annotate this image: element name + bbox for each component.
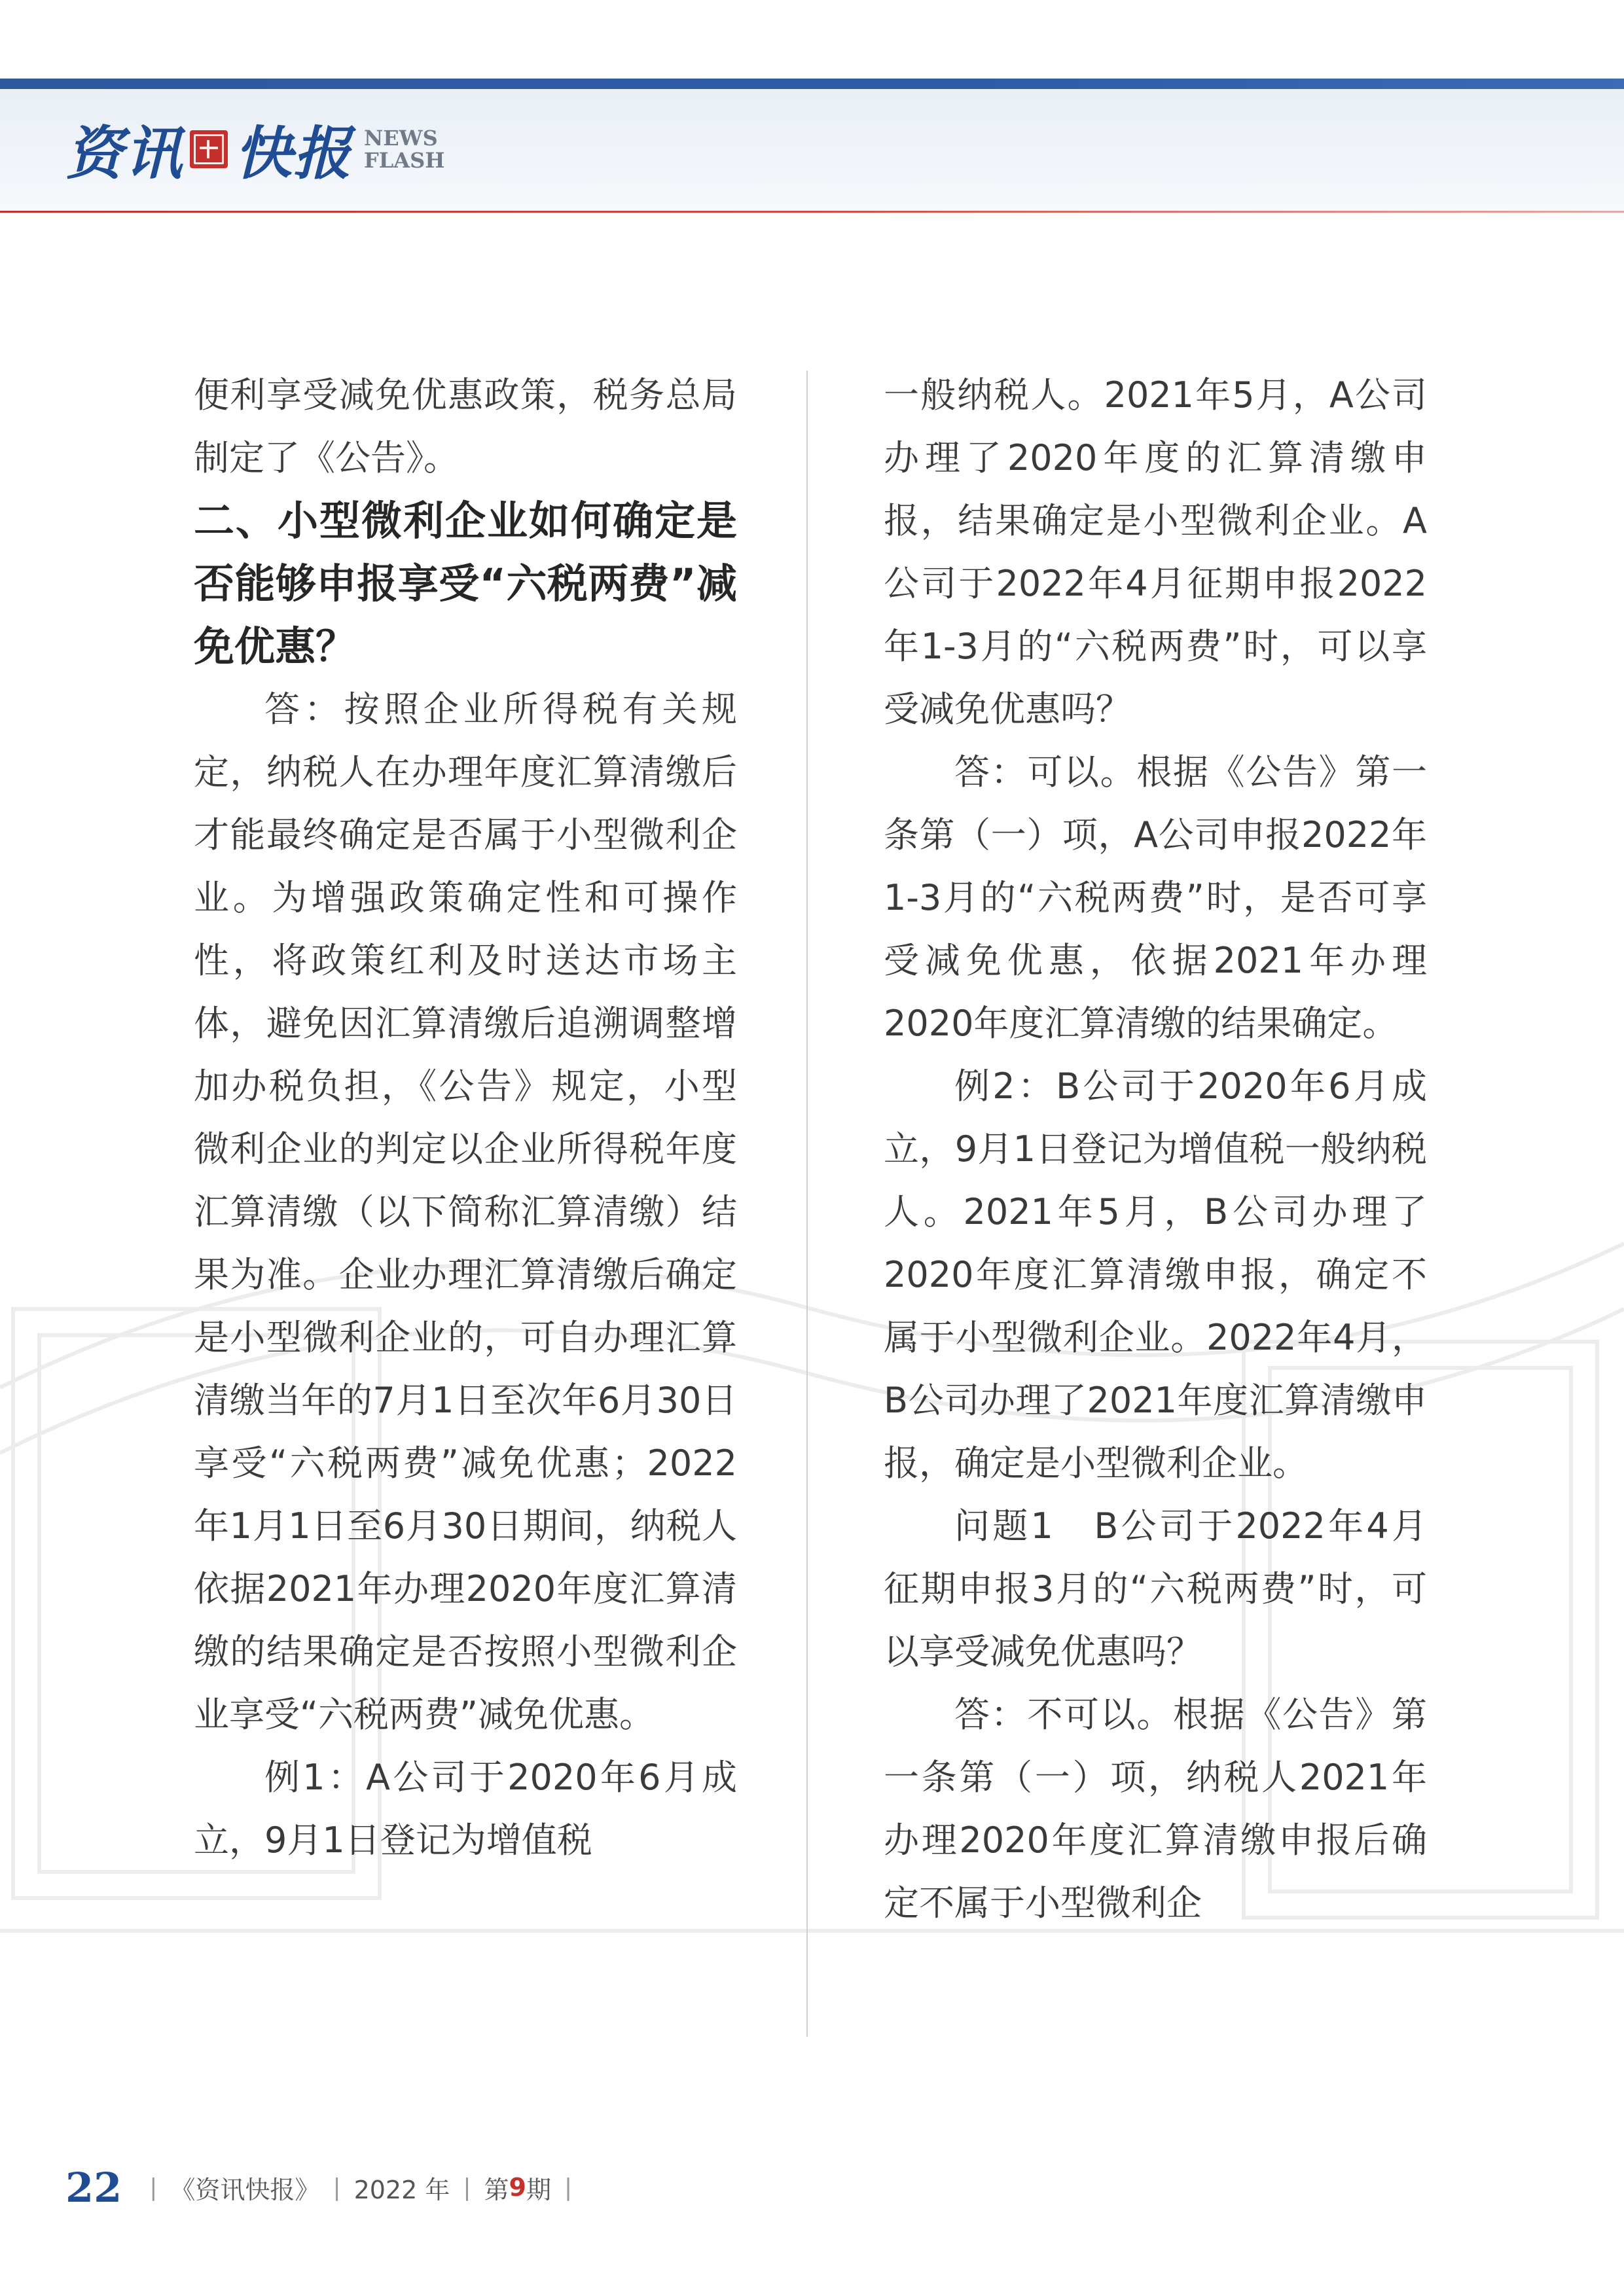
paragraph-answer-1: 答：可以。根据《公告》第一条第（一）项，A公司申报2022年1-3月的“六税两费”时，是否可享受减免优惠，依据2021年办理2020年度汇算清缴的结果确定。 (884, 751, 1427, 1044)
masthead-english-line1: NEWS (364, 126, 438, 151)
footer-separator: | (564, 2174, 573, 2201)
seal-stamp-icon (190, 130, 228, 168)
paragraph-continuation-right: 一般纳税人。2021年5月，A公司办理了2020年度的汇算清缴申报，结果确定是小型微利企业。A公司于2022年4月征期申报2022年1-3月的“六税两费”时，可以享受减免优惠吗？ (884, 374, 1427, 730)
footer-issue-suffix: 期 (526, 2175, 551, 2204)
paragraph-example-2: 例2：B公司于2020年6月成立，9月1日登记为增值税一般纳税人。2021年5月，B公司办理了2020年度汇算清缴申报，确定不属于小型微利企业。2022年4月，B公司办理了2021年度汇算清缴申报，确定是小型微利企业。 (884, 1066, 1427, 1484)
footer-publication: 《资讯快报》 (170, 2175, 320, 2204)
footer-separator: | (463, 2174, 471, 2201)
paragraph-continuation: 便利享受减免优惠政策，税务总局制定了《公告》。 (194, 374, 737, 478)
header-red-rule (0, 211, 1624, 213)
page-number: 22 (65, 2163, 122, 2212)
footer-year: 2022 年 (353, 2175, 450, 2204)
masthead-english (364, 127, 444, 171)
paragraph-question-1: 问题1 B公司于2022年4月征期申报3月的“六税两费”时，可以享受减免优惠吗？ (884, 1505, 1427, 1672)
masthead-title-part2: 快报 (234, 119, 353, 187)
footer-issue-number: 9 (509, 2173, 526, 2202)
paragraph-answer-2: 答：不可以。根据《公告》第一条第（一）项，纳税人2021年办理2020年度汇算清缴申报后确定不属于小型微利企 (884, 1694, 1427, 1924)
footer-issue-prefix: 第 (484, 2175, 509, 2204)
right-column (884, 364, 1427, 1935)
column-divider (806, 370, 808, 2037)
footer-separator: | (149, 2174, 158, 2201)
top-color-band (0, 79, 1624, 89)
left-column (194, 364, 737, 1872)
footer-separator: | (333, 2174, 341, 2201)
paragraph-answer: 答：按照企业所得税有关规定，纳税人在办理年度汇算清缴后才能最终确定是否属于小型微利企业。为增强政策确定性和可操作性，将政策红利及时送达市场主体，避免因汇算清缴后追溯调整增加办税负担，《公告》规定，小型微利企业的判定以企业所得税年度汇算清缴（以下简称汇算清缴）结果为准。企业办理汇算清缴后确定是小型微利企业的，可自办理汇算清缴当年的7月1日至次年6月30日享受“六税两费”减免优惠；2022年1月1日至6月30日期间，纳税人依据2021年办理2020年度汇算清缴的结果确定是否按照小型微利企业享受“六税两费”减免优惠。 (194, 689, 737, 1735)
page-footer (65, 2161, 585, 2214)
masthead-title-part1: 资讯 (65, 119, 184, 187)
masthead-english-line2: FLASH (364, 148, 445, 173)
paragraph-example-1: 例1：A公司于2020年6月成立，9月1日登记为增值税 (194, 1757, 737, 1861)
masthead (65, 110, 444, 188)
section-heading: 二、小型微利企业如何确定是否能够申报享受“六税两费”减免优惠？ (194, 497, 737, 670)
